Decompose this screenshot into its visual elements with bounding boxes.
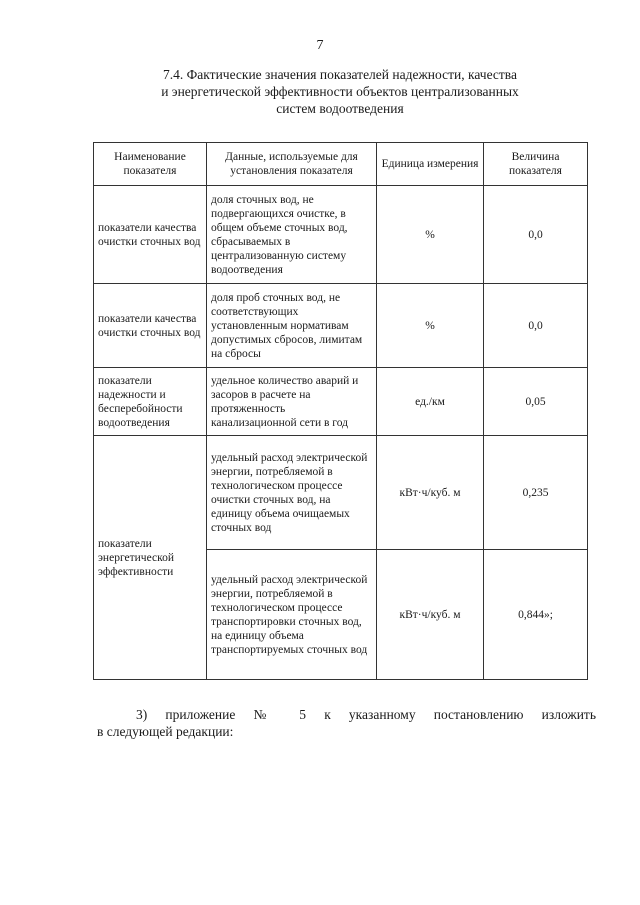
row-desc: доля проб сточных вод, не соответствующих установленным нормативам допустимых сбросов, лимитам на сбросы bbox=[207, 284, 377, 368]
row-desc: удельный расход электрической энергии, потребляемой в технологическом процессе транспортировки сточных вод, на единицу объема транспортируемых сточных вод bbox=[207, 550, 377, 680]
row-name: показатели качества очистки сточных вод bbox=[94, 186, 207, 284]
row-unit: кВт·ч/куб. м bbox=[377, 436, 484, 550]
header-data: Данные, используемые для установления показателя bbox=[207, 143, 377, 186]
table-row bbox=[94, 436, 588, 550]
row-value: 0,0 bbox=[484, 284, 588, 368]
row-name: показатели надежности и бесперебойности водоотведения bbox=[94, 368, 207, 436]
header-unit: Единица измерения bbox=[377, 143, 484, 186]
row-unit: % bbox=[377, 186, 484, 284]
heading-line-2: и энергетической эффективности объектов централизованных bbox=[161, 84, 519, 99]
row-desc: доля сточных вод, не подвергающихся очистке, в общем объеме сточных вод, сбрасываемых в централизованную систему водоотведения bbox=[207, 186, 377, 284]
row-desc: удельный расход электрической энергии, потребляемой в технологическом процессе очистки сточных вод, на единицу объема очищаемых сточных вод bbox=[207, 436, 377, 550]
row-name: показатели качества очистки сточных вод bbox=[94, 284, 207, 368]
heading-line-1: 7.4. Фактические значения показателей надежности, качества bbox=[163, 67, 517, 82]
table-header-row bbox=[94, 143, 588, 186]
heading-line-3: систем водоотведения bbox=[276, 101, 404, 116]
header-name: Наименование показателя bbox=[94, 143, 207, 186]
indicators-table bbox=[93, 142, 588, 680]
row-name: показатели энергетической эффективности bbox=[94, 436, 207, 680]
row-value: 0,235 bbox=[484, 436, 588, 550]
table-row bbox=[94, 368, 588, 436]
row-value: 0,844»; bbox=[484, 550, 588, 680]
row-unit: % bbox=[377, 284, 484, 368]
footer-paragraph-line-2: в следующей редакции: bbox=[97, 724, 234, 739]
table-row bbox=[94, 284, 588, 368]
row-desc: удельное количество аварий и засоров в расчете на протяженность канализационной сети в год bbox=[207, 368, 377, 436]
row-unit: ед./км bbox=[377, 368, 484, 436]
section-heading bbox=[100, 66, 580, 117]
row-value: 0,0 bbox=[484, 186, 588, 284]
table-row bbox=[94, 186, 588, 284]
row-value: 0,05 bbox=[484, 368, 588, 436]
row-unit: кВт·ч/куб. м bbox=[377, 550, 484, 680]
header-value: Величина показателя bbox=[484, 143, 588, 186]
page-number: 7 bbox=[316, 38, 324, 53]
footer-paragraph-line-1: 3) приложение № 5 к указанному постановлению изложить bbox=[136, 707, 596, 722]
